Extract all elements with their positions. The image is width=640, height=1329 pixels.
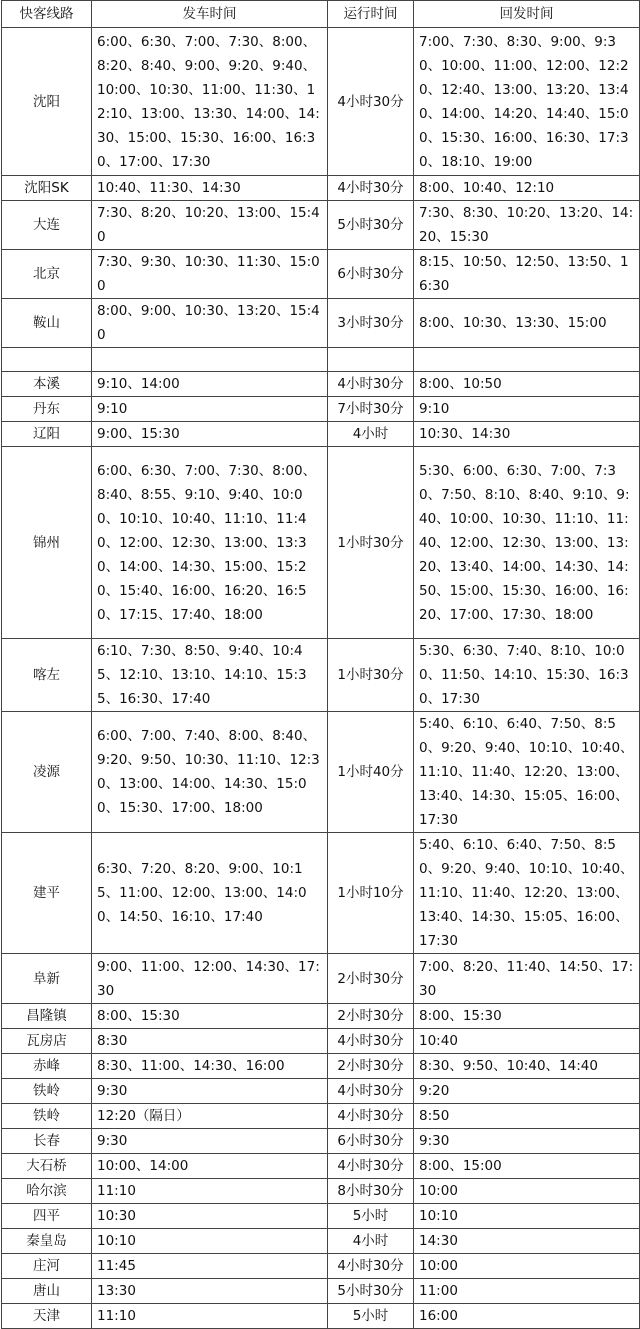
depart-cell: 10:00、14:00 bbox=[92, 1154, 328, 1179]
table-row bbox=[2, 397, 640, 422]
table-row bbox=[2, 1179, 640, 1204]
duration-cell: 2小时30分 bbox=[328, 1004, 414, 1029]
depart-cell: 12:20（隔日） bbox=[92, 1104, 328, 1129]
route-cell: 赤峰 bbox=[2, 1054, 92, 1079]
depart-cell: 8:00、15:30 bbox=[92, 1004, 328, 1029]
return-cell: 10:10 bbox=[414, 1204, 640, 1229]
duration-cell: 1小时30分 bbox=[328, 639, 414, 712]
duration-cell: 4小时30分 bbox=[328, 1104, 414, 1129]
depart-cell: 6:00、6:30、7:00、7:30、8:00、8:40、8:55、9:10、9:40、10:00、10:10、10:40、11:10、11:40、12:00、12:30、13:00、13:30、14:00、14:30、15:00、15:20、15:40、16:00、16:20、16:50、17:15、17:40、18:00 bbox=[92, 447, 328, 639]
duration-cell: 1小时10分 bbox=[328, 833, 414, 954]
route-cell: 铁岭 bbox=[2, 1079, 92, 1104]
depart-cell: 8:00、9:00、10:30、13:20、15:40 bbox=[92, 299, 328, 348]
return-cell: 8:00、15:30 bbox=[414, 1004, 640, 1029]
route-cell: 哈尔滨 bbox=[2, 1179, 92, 1204]
depart-cell: 9:00、15:30 bbox=[92, 422, 328, 447]
return-cell: 16:00 bbox=[414, 1304, 640, 1329]
route-cell: 鞍山 bbox=[2, 299, 92, 348]
duration-cell: 4小时30分 bbox=[328, 1029, 414, 1054]
table-row bbox=[2, 1104, 640, 1129]
return-cell: 8:00、15:00 bbox=[414, 1154, 640, 1179]
depart-cell: 9:30 bbox=[92, 1129, 328, 1154]
route-cell: 庄河 bbox=[2, 1254, 92, 1279]
duration-cell: 5小时30分 bbox=[328, 1279, 414, 1304]
duration-cell: 4小时 bbox=[328, 422, 414, 447]
duration-cell bbox=[328, 348, 414, 372]
table-row bbox=[2, 639, 640, 712]
route-cell: 秦皇岛 bbox=[2, 1229, 92, 1254]
depart-cell: 9:10 bbox=[92, 397, 328, 422]
route-header: 快客线路 bbox=[2, 1, 92, 28]
table-row bbox=[2, 1304, 640, 1329]
table-row bbox=[2, 1129, 640, 1154]
table-row bbox=[2, 1004, 640, 1029]
depart-cell: 6:00、6:30、7:00、7:30、8:00、8:20、8:40、9:00、9:20、9:40、10:00、10:30、11:00、11:30、12:10、13:00、13:30、14:00、14:30、15:00、15:30、16:00、16:30、17:00、17:30 bbox=[92, 28, 328, 176]
table-row bbox=[2, 1054, 640, 1079]
return-cell: 8:00、10:50 bbox=[414, 372, 640, 397]
route-cell: 喀左 bbox=[2, 639, 92, 712]
return-cell: 9:30 bbox=[414, 1129, 640, 1154]
return-cell: 10:00 bbox=[414, 1179, 640, 1204]
duration-cell: 4小时30分 bbox=[328, 28, 414, 176]
table-row bbox=[2, 1029, 640, 1054]
table-row bbox=[2, 372, 640, 397]
return-cell: 8:30、9:50、10:40、14:40 bbox=[414, 1054, 640, 1079]
duration-cell: 1小时30分 bbox=[328, 447, 414, 639]
table-row bbox=[2, 250, 640, 299]
route-cell: 本溪 bbox=[2, 372, 92, 397]
depart-cell: 6:10、7:30、8:50、9:40、10:45、12:10、13:10、14:10、15:35、16:30、17:40 bbox=[92, 639, 328, 712]
depart-cell: 11:45 bbox=[92, 1254, 328, 1279]
return-cell: 8:15、10:50、12:50、13:50、16:30 bbox=[414, 250, 640, 299]
depart-cell bbox=[92, 348, 328, 372]
route-cell: 大石桥 bbox=[2, 1154, 92, 1179]
return-cell: 9:10 bbox=[414, 397, 640, 422]
header-row bbox=[2, 1, 640, 28]
depart-header: 发车时间 bbox=[92, 1, 328, 28]
duration-cell: 5小时30分 bbox=[328, 201, 414, 250]
table-row bbox=[2, 712, 640, 833]
depart-cell: 7:30、8:20、10:20、13:00、15:40 bbox=[92, 201, 328, 250]
return-cell: 5:40、6:10、6:40、7:50、8:50、9:20、9:40、10:10、10:40、11:10、11:40、12:20、13:00、13:40、14:30、15:05、16:00、17:30 bbox=[414, 712, 640, 833]
table-row bbox=[2, 176, 640, 201]
duration-cell: 3小时30分 bbox=[328, 299, 414, 348]
route-cell: 铁岭 bbox=[2, 1104, 92, 1129]
duration-cell: 8小时30分 bbox=[328, 1179, 414, 1204]
return-cell: 5:30、6:30、7:40、8:10、10:00、11:50、14:10、15:30、16:30、17:30 bbox=[414, 639, 640, 712]
table-row bbox=[2, 28, 640, 176]
depart-cell: 9:00、11:00、12:00、14:30、17:30 bbox=[92, 954, 328, 1004]
depart-cell: 11:10 bbox=[92, 1304, 328, 1329]
route-cell: 昌隆镇 bbox=[2, 1004, 92, 1029]
depart-cell: 13:30 bbox=[92, 1279, 328, 1304]
route-cell: 丹东 bbox=[2, 397, 92, 422]
table-row bbox=[2, 1229, 640, 1254]
duration-cell: 6小时30分 bbox=[328, 1129, 414, 1154]
route-cell: 建平 bbox=[2, 833, 92, 954]
duration-cell: 4小时30分 bbox=[328, 176, 414, 201]
return-cell: 7:00、8:20、11:40、14:50、17:30 bbox=[414, 954, 640, 1004]
return-cell: 7:30、8:30、10:20、13:20、14:20、15:30 bbox=[414, 201, 640, 250]
table-row bbox=[2, 422, 640, 447]
route-cell: 四平 bbox=[2, 1204, 92, 1229]
schedule-body bbox=[2, 28, 640, 1329]
return-cell bbox=[414, 348, 640, 372]
depart-cell: 6:00、7:00、7:40、8:00、8:40、9:20、9:50、10:30、11:10、12:30、13:00、14:00、14:30、15:00、15:30、17:00、18:00 bbox=[92, 712, 328, 833]
route-cell: 长春 bbox=[2, 1129, 92, 1154]
route-cell: 瓦房店 bbox=[2, 1029, 92, 1054]
route-cell: 天津 bbox=[2, 1304, 92, 1329]
depart-cell: 10:40、11:30、14:30 bbox=[92, 176, 328, 201]
depart-cell: 9:10、14:00 bbox=[92, 372, 328, 397]
duration-cell: 4小时30分 bbox=[328, 1079, 414, 1104]
return-cell: 10:40 bbox=[414, 1029, 640, 1054]
route-cell: 沈阳SK bbox=[2, 176, 92, 201]
return-cell: 10:30、14:30 bbox=[414, 422, 640, 447]
table-row bbox=[2, 1279, 640, 1304]
return-header: 回发时间 bbox=[414, 1, 640, 28]
table-row bbox=[2, 954, 640, 1004]
table-row bbox=[2, 348, 640, 372]
route-cell bbox=[2, 348, 92, 372]
depart-cell: 7:30、9:30、10:30、11:30、15:00 bbox=[92, 250, 328, 299]
route-cell: 沈阳 bbox=[2, 28, 92, 176]
table-row bbox=[2, 447, 640, 639]
depart-cell: 6:30、7:20、8:20、9:00、10:15、11:00、12:00、13:00、14:00、14:50、16:10、17:40 bbox=[92, 833, 328, 954]
return-cell: 9:20 bbox=[414, 1079, 640, 1104]
table-row bbox=[2, 1079, 640, 1104]
return-cell: 8:00、10:30、13:30、15:00 bbox=[414, 299, 640, 348]
table-row bbox=[2, 833, 640, 954]
bus-schedule-table bbox=[1, 0, 640, 1329]
table-row bbox=[2, 1154, 640, 1179]
duration-cell: 5小时 bbox=[328, 1204, 414, 1229]
duration-cell: 1小时40分 bbox=[328, 712, 414, 833]
return-cell: 10:00 bbox=[414, 1254, 640, 1279]
return-cell: 11:00 bbox=[414, 1279, 640, 1304]
route-cell: 锦州 bbox=[2, 447, 92, 639]
route-cell: 凌源 bbox=[2, 712, 92, 833]
depart-cell: 10:30 bbox=[92, 1204, 328, 1229]
route-cell: 辽阳 bbox=[2, 422, 92, 447]
route-cell: 大连 bbox=[2, 201, 92, 250]
return-cell: 5:40、6:10、6:40、7:50、8:50、9:20、9:40、10:10、10:40、11:10、11:40、12:20、13:00、13:40、14:30、15:05、16:00、17:30 bbox=[414, 833, 640, 954]
depart-cell: 9:30 bbox=[92, 1079, 328, 1104]
duration-header: 运行时间 bbox=[328, 1, 414, 28]
duration-cell: 7小时30分 bbox=[328, 397, 414, 422]
route-cell: 唐山 bbox=[2, 1279, 92, 1304]
return-cell: 8:00、10:40、12:10 bbox=[414, 176, 640, 201]
table-row bbox=[2, 1254, 640, 1279]
depart-cell: 8:30、11:00、14:30、16:00 bbox=[92, 1054, 328, 1079]
table-row bbox=[2, 201, 640, 250]
duration-cell: 4小时 bbox=[328, 1229, 414, 1254]
duration-cell: 6小时30分 bbox=[328, 250, 414, 299]
duration-cell: 2小时30分 bbox=[328, 954, 414, 1004]
route-cell: 北京 bbox=[2, 250, 92, 299]
return-cell: 7:00、7:30、8:30、9:00、9:30、10:00、11:00、12:00、12:20、12:40、13:00、13:20、13:40、14:00、14:20、14:40、15:00、15:30、16:00、16:30、17:30、18:10、19:00 bbox=[414, 28, 640, 176]
duration-cell: 4小时30分 bbox=[328, 372, 414, 397]
return-cell: 8:50 bbox=[414, 1104, 640, 1129]
duration-cell: 4小时30分 bbox=[328, 1154, 414, 1179]
table-row bbox=[2, 299, 640, 348]
duration-cell: 4小时30分 bbox=[328, 1254, 414, 1279]
duration-cell: 5小时 bbox=[328, 1304, 414, 1329]
depart-cell: 10:10 bbox=[92, 1229, 328, 1254]
table-row bbox=[2, 1204, 640, 1229]
return-cell: 5:30、6:00、6:30、7:00、7:30、7:50、8:10、8:40、9:10、9:40、10:00、10:30、11:10、11:40、12:00、12:30、13:00、13:20、13:40、14:00、14:30、14:50、15:00、15:30、16:00、16:20、17:00、17:30、18:00 bbox=[414, 447, 640, 639]
duration-cell: 2小时30分 bbox=[328, 1054, 414, 1079]
return-cell: 14:30 bbox=[414, 1229, 640, 1254]
depart-cell: 11:10 bbox=[92, 1179, 328, 1204]
route-cell: 阜新 bbox=[2, 954, 92, 1004]
depart-cell: 8:30 bbox=[92, 1029, 328, 1054]
